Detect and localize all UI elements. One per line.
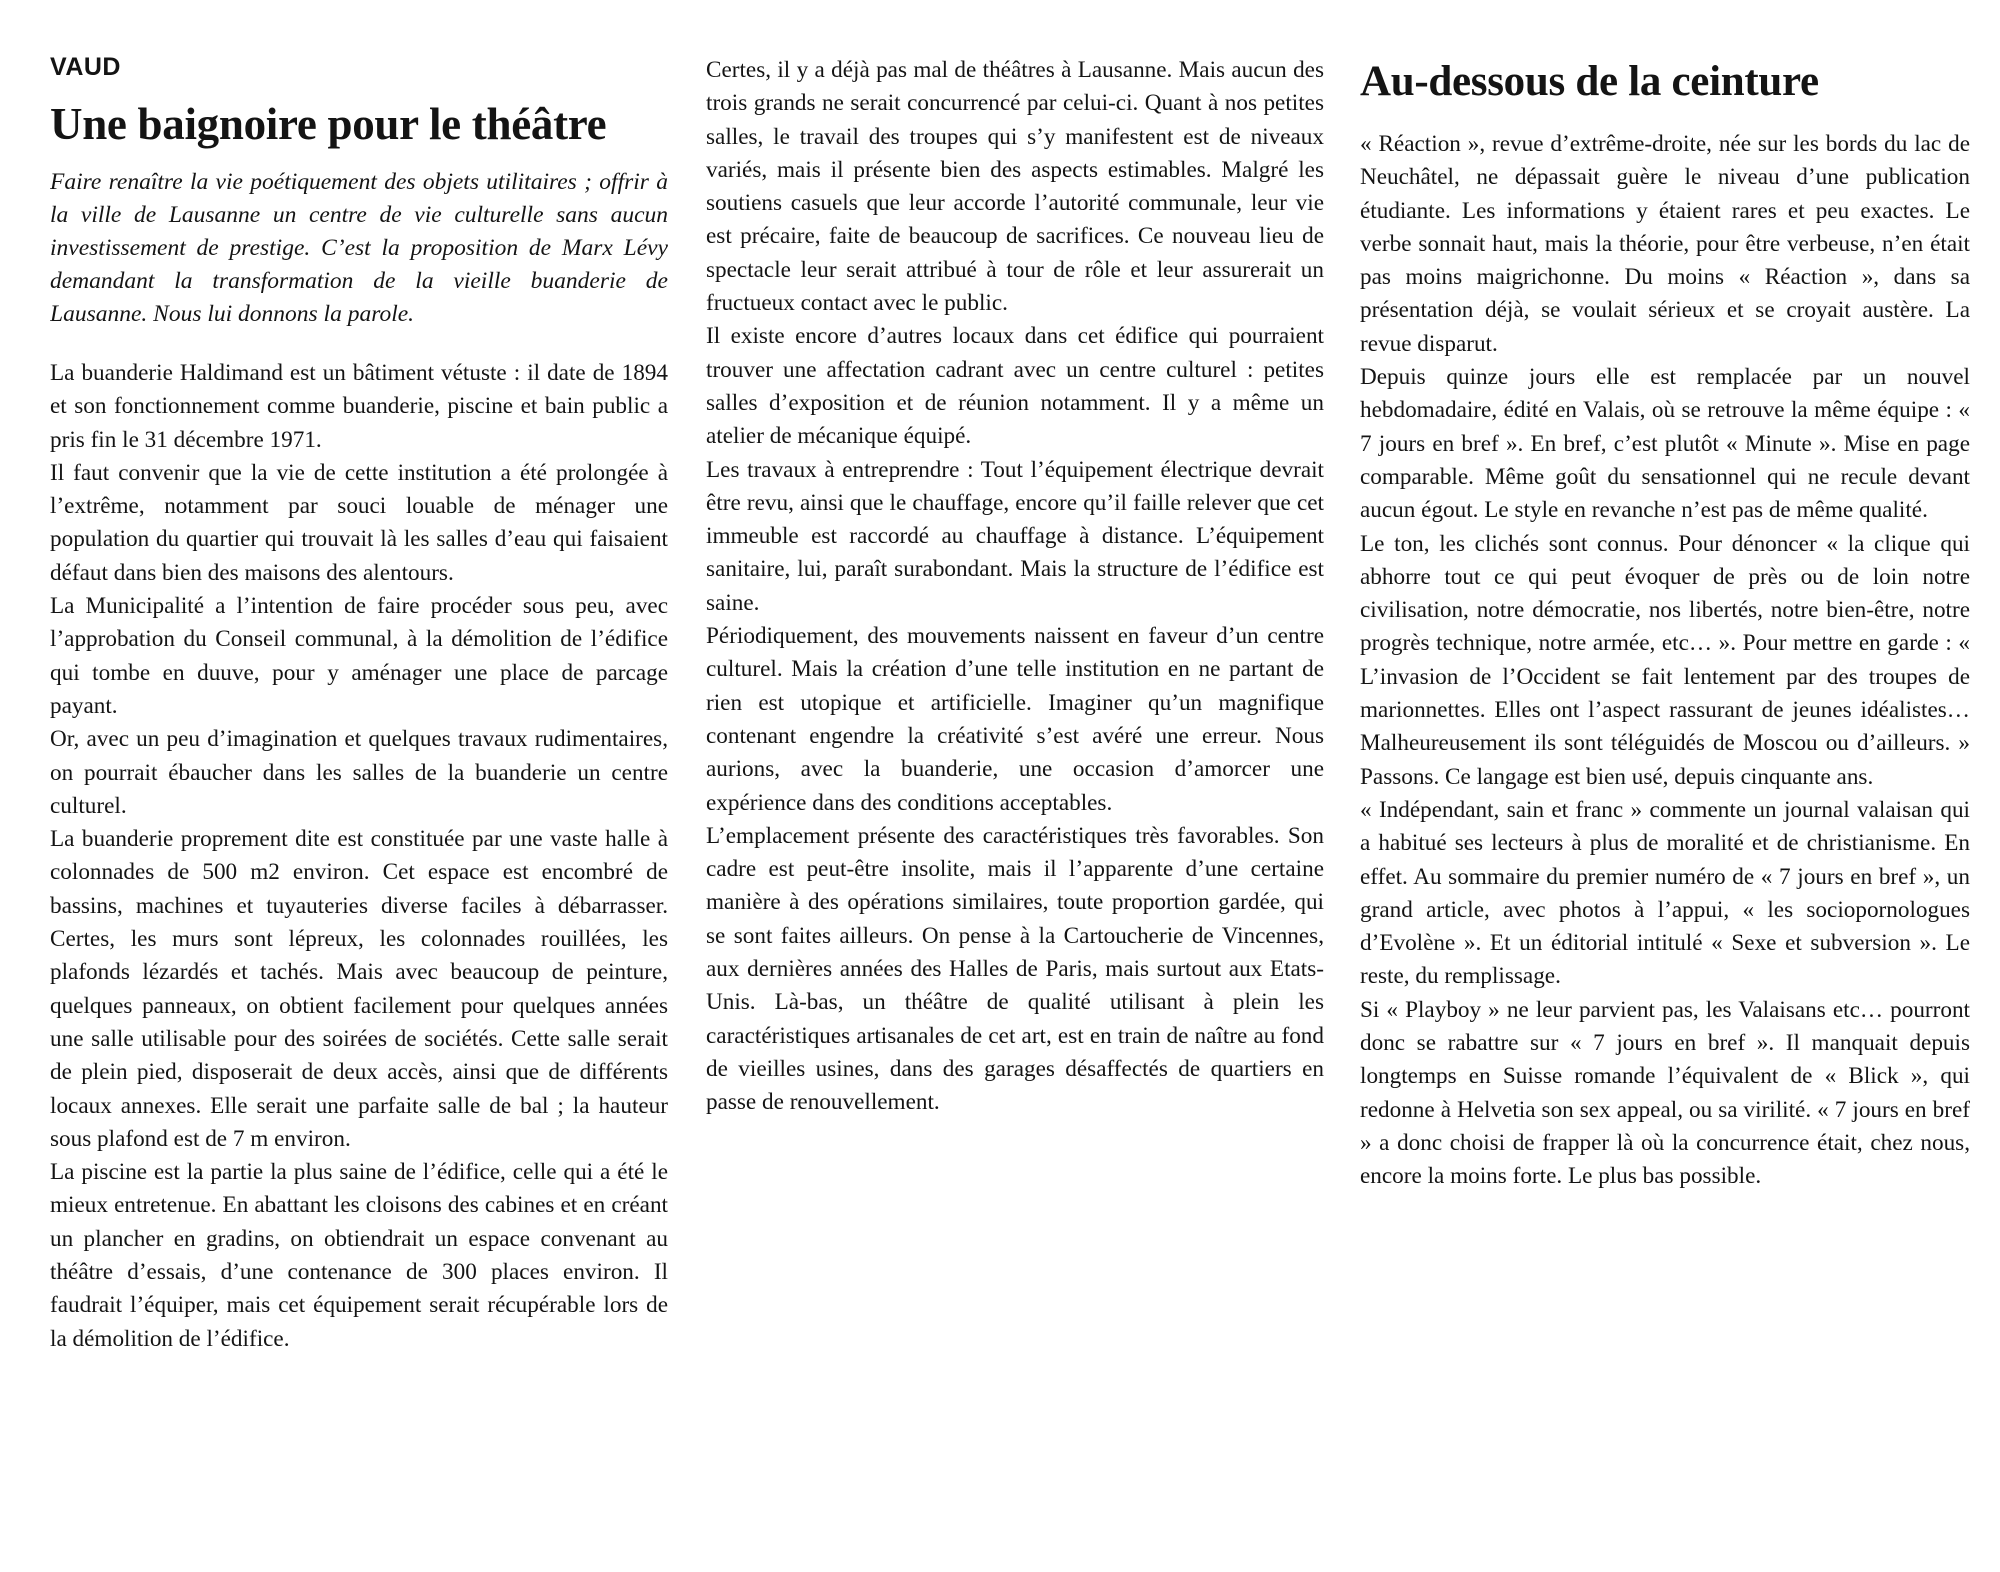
article-1-paragraph: L’emplacement présente des caractéristiques très favorables. Son cadre est peut-être insolite, mais il l’apparente d’une certaine manière à des opérations similaires, toute proportion gardée, qui se sont faites ailleurs. On pense à la Cartoucherie de Vincennes, aux dernières années des Halles de Paris, mais surtout aux Etats-Unis. Là-bas, un théâtre de qualité utilisant à plein les caractéristiques artisanales de cet art, est en train de naître au fond de vieilles usines, dans des garages désaffectés de quartiers en passe de renouvellement.	[706, 822, 1324, 1116]
article-1-paragraph: La buanderie proprement dite est constituée par une vaste halle à colonnades de 500 m2 environ. Cet espace est encombré de bassins, machines et tuyauteries diverse faciles à débarrasser. Certes, les murs sont lépreux, les colonnades rouillées, les plafonds lézardés et tachés. Mais avec beaucoup de peinture, quelques panneaux, on obtient facilement pour quelques années une salle utilisable pour des soirées de sociétés. Cette salle serait de plein pied, disposerait de deux accès, ainsi que de différents locaux annexes. Elle serait une parfaite salle de bal ; la hauteur sous plafond est de 7 m environ.	[50, 826, 668, 1152]
article-1-paragraph: Certes, il y a déjà pas mal de théâtres à Lausanne. Mais aucun des trois grands ne serait concurrencé par celui-ci. Quant à nos petites salles, le travail des troupes qui s’y manifestent est de niveaux variés, mais il présente bien des aspects estimables. Malgré les soutiens casuels que leur accorde l’autorité communale, leur vie est précaire, faite de beaucoup de sacrifices. Ce nouveau lieu de spectacle leur serait attribué à tour de rôle et leur assurerait un fructueux contact avec le public.	[706, 57, 1324, 317]
article-1-paragraph: La buanderie Haldimand est un bâtiment vétuste : il date de 1894 et son fonctionnement comme buanderie, piscine et bain public a pris fin le 31 décembre 1971.	[50, 360, 668, 453]
article-1-paragraph: Périodiquement, des mouvements naissent en faveur d’un centre culturel. Mais la création d’une telle institution en ne partant de rien est utopique et artificielle. Imaginer qu’un magnifique contenant engendre la créativité s’est avéré une erreur. Nous aurions, avec la buanderie, une occasion d’amorcer une expérience dans des conditions acceptables.	[706, 623, 1324, 816]
article-2-paragraph: « Indépendant, sain et franc » commente un journal valaisan qui a habitué ses lecteurs à plus de moralité et de christianisme. En effet. Au sommaire du premier numéro de « 7 jours en bref », un grand article, avec photos à l’appui, « les sociopornologues d’Evolène ». Et un éditorial intitulé « Sexe et subversion ». Le reste, du remplissage.	[1360, 796, 1970, 990]
section-kicker: VAUD	[50, 53, 121, 81]
article-2-title: Au-dessous de la ceinture	[1360, 58, 1819, 105]
article-1-paragraph: Les travaux à entreprendre : Tout l’équipement électrique devrait être revu, ainsi que le chauffage, encore qu’il faille relever que cet immeuble est raccordé au chauffage à distance. L’équipement sanitaire, lui, paraît surabondant. Mais la structure de l’édifice est saine.	[706, 456, 1324, 616]
article-1-paragraph: Il faut convenir que la vie de cette institution a été prolongée à l’extrême, notamment par souci louable de ménager une population du quartier qui trouvait là les salles d’eau qui faisaient défaut dans bien des maisons des alentours.	[50, 459, 668, 586]
article-2-body	[1360, 128, 1970, 1194]
article-2-paragraph: Si « Playboy » ne leur parvient pas, les Valaisans etc… pourront donc se rabattre sur « 7 jours en bref ». Il manquait depuis longtemps en Suisse romande l’équivalent de « Blick », qui redonne à Helvetia son sex appeal, ou sa virilité. « 7 jours en bref » a donc choisi de frapper là où la concurrence était, chez nous, encore la moins forte. Le plus bas possible.	[1360, 996, 1970, 1190]
article-1-paragraph: La Municipalité a l’intention de faire procéder sous peu, avec l’approbation du Conseil communal, à la démolition de l’édifice qui tombe en duuve, pour y aménager une place de parcage payant.	[50, 593, 668, 719]
column-1	[50, 52, 668, 1356]
article-2-paragraph: Le ton, les clichés sont connus. Pour dénoncer « la clique qui abhorre tout ce qui peut évoquer de près ou de loin notre civilisation, notre démocratie, nos libertés, notre bien-être, notre progrès technique, notre armée, etc… ». Pour mettre en garde : « L’invasion de l’Occident se fait lentement par des troupes de marionnettes. Elles ont l’aspect rassurant de jeunes idéalistes… Malheureusement ils sont téléguidés de Moscou ou d’ailleurs. » Passons. Ce langage est bien usé, depuis cinquante ans.	[1360, 530, 1970, 790]
article-1-paragraph: La piscine est la partie la plus saine de l’édifice, celle qui a été le mieux entretenue. En abattant les cloisons des cabines et en créant un plancher en gradins, on obtiendrait un espace convenant au théâtre d’essais, d’une contenance de 300 places environ. Il faudrait l’équiper, mais cet équipement serait récupérable lors de la démolition de l’édifice.	[50, 1159, 668, 1352]
column-2	[706, 54, 1324, 1120]
article-1-chapeau: Faire renaître la vie poétiquement des objets utilitaires ; offrir à la ville de Lausanne un centre de vie culturelle sans aucun investissement de prestige. C’est la proposition de Marx Lévy demandant la transformation de la vieille buanderie de Lausanne. Nous lui donnons la parole.	[50, 169, 668, 327]
column-3	[1360, 56, 1970, 1194]
article-2-paragraph: Depuis quinze jours elle est remplacée par un nouvel hebdomadaire, édité en Valais, où se retrouve la même équipe : « 7 jours en bref ». En bref, c’est plutôt « Minute ». Mise en page comparable. Même goût du sensationnel qui ne recule devant aucun égout. Le style en revanche n’est pas de même qualité.	[1360, 364, 1970, 524]
article-1-title: Une baignoire pour le théâtre	[50, 99, 607, 149]
article-1-body-part-2	[706, 54, 1324, 1120]
article-1-body-part-1	[50, 357, 668, 1356]
article-1-paragraph: Or, avec un peu d’imagination et quelques travaux rudimentaires, on pourrait ébaucher dans les salles de la buanderie un centre culturel.	[50, 726, 668, 819]
article-2-paragraph: « Réaction », revue d’extrême-droite, née sur les bords du lac de Neuchâtel, ne dépassait guère le niveau d’une publication étudiante. Les informations y étaient rares et peu exactes. Le verbe sonnait haut, mais la théorie, pour être verbeuse, n’en était pas moins maigrichonne. Du moins « Réaction », dans sa présentation déjà, se voulait sérieux et se croyait austère. La revue disparut.	[1360, 131, 1970, 357]
article-1-paragraph: Il existe encore d’autres locaux dans cet édifice qui pourraient trouver une affectation cadrant avec un centre culturel : petites salles d’exposition et de réunion notamment. Il y a même un atelier de mécanique équipé.	[706, 323, 1324, 450]
